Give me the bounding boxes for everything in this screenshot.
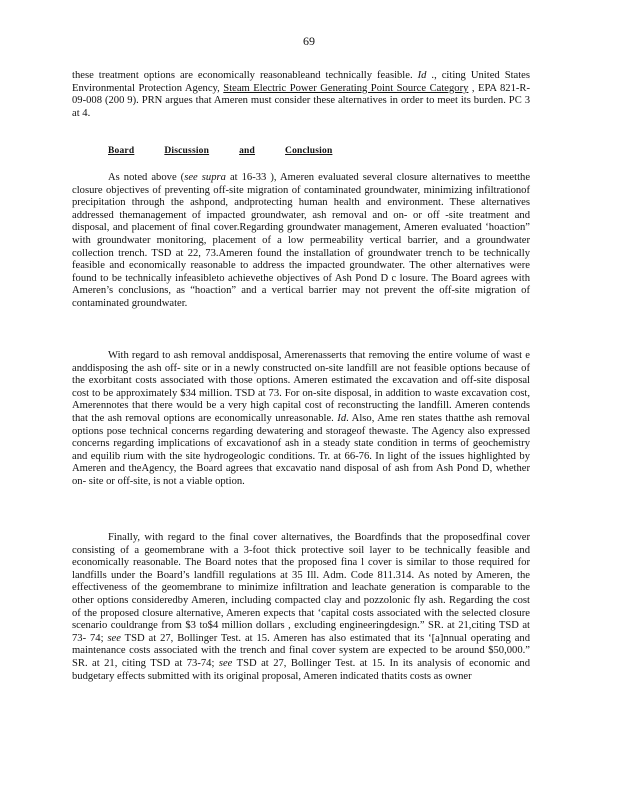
paragraph-ash-removal [72, 350, 530, 489]
text-run: . Also, Ame ren states thatthe ash removal options pose technical concerns regarding dewatering and storageof thewaste. The Agency also expressed concerns regarding implications of excavationof ash in a steady state condition in terms of geochemistry and equilib rium with the site hydrogeologic conditions. Tr. at 66-76. In light of the issues highlighted by Ameren and theAgency, the Board agrees that excavatio nand disposal of ash from Ash Pond D, whether on- site or off-site, is not a viable option. [72, 412, 530, 487]
heading-word: Board [108, 146, 135, 156]
paragraph-text [72, 532, 530, 683]
heading-word: and [239, 146, 256, 156]
text-run: With regard to ash removal anddisposal, Amerenasserts that removing the entire volume of wast e anddisposing the ash off- site or in a newly constructed on-site landfill are not feasible options because of the exorbitant costs associated with those options. Ameren estimated the excavation and off-site disposal cost to be approximately $34 million. TSD at 73. For on-site disposal, in addition to waste excavation cost, Amerennotes that there would be a very high capital cost of reconstructing the landfill. Ameren contends that the ash removal options are economically unreasonable. [72, 350, 530, 424]
citation-signal: see supra [184, 172, 226, 183]
text-run: As noted above ( [108, 172, 185, 183]
paragraph-groundwater [72, 172, 530, 311]
text-run: TSD at 27, Bollinger Test. at 15. In its analysis of economic and budgetary effects submitted with its original proposal, Ameren indicated thatits costs as owner [72, 657, 530, 682]
text-run: these treatment options are economically reasonableand technically feasible. [72, 70, 418, 81]
citation-signal: see [218, 657, 233, 669]
text-run: at 16-33 ), Ameren evaluated several closure alternatives to meetthe closure objectives of preventing off-site migration of contaminated groundwater, minimizing infiltrationof precipitation through the ashpond, andprotecting human health and environment. These alternatives addressed themanagement of impacted groundwater, ash removal and on- or off -site treatment and disposal, and placement of final cover.Regarding groundwater management, Ameren evaluated ‘hoaction” with groundwater monitoring, placement of a low permeability vertical barrier, and a groundwater collection trench. TSD at 22, 73.Ameren found the installation of groundwater trench to be technically feasible and economically reasonable to address the impacted groundwater. The other alternatives were found to be technically infeasibleto achievethe objectives of Ash Pond D c losure. The Board agrees with Ameren’s conclusions, as “hoaction” and a vertical barrier may not prevent the off-site migration of contaminated groundwater. [72, 172, 531, 309]
text-run: Finally, with regard to the final cover alternatives, the Boardfinds that the proposedfinal cover consisting of a geomembrane with a 3-foot thick protective soil layer to be technically feasible and economically reasonable. The Board notes that the proposed fina l cover is similar to those required for landfills under the Board’s landfill regulations at 35 Ill. Adm. Code 811.314. As noted by Ameren, the effectiveness of the geomembrane to minimize infiltration and leachate generation is comparable to the other options consideredby Ameren, including compacted clay and pozzolonic fly ash. Regarding the cost of the proposed closure alternative, Ameren expects that ‘capital costs associated with the selected closure scenario couldrange from $3 to$4 million dollars , excluding engineeringdesign.” SR. at 21,citing TSD at 73- 74; [72, 532, 530, 644]
underlined-title: Steam Electric Power Generating Point Source Category [223, 82, 469, 94]
text-run: , EPA 821-R-09-008 (200 9). PRN argues that Ameren must consider these alternatives in order to meet its burden. PC 3 at 4. [72, 82, 530, 119]
section-heading [108, 146, 332, 156]
page-number: 69 [303, 34, 315, 48]
text-run: TSD at 27, Bollinger Test. at 15. Ameren has also estimated that its ‘[a]nnual operating and maintenance costs associated with the trench and final cover system are expected to be around $50,000.” SR. at 21, citing TSD at 73-74; [72, 632, 530, 669]
citation-id: Id [417, 70, 427, 81]
heading-word: Discussion [164, 146, 210, 156]
paragraph-text [72, 70, 530, 120]
citation-signal: see [107, 632, 121, 644]
text-run: ., citing United States Environmental Protection Agency, [72, 70, 530, 94]
heading-word: Conclusion [285, 146, 333, 156]
carryover-paragraph [72, 70, 530, 120]
paragraph-text [72, 350, 530, 489]
citation-id: Id [337, 412, 347, 424]
paragraph-text [72, 172, 530, 311]
paragraph-final-cover [72, 532, 530, 683]
